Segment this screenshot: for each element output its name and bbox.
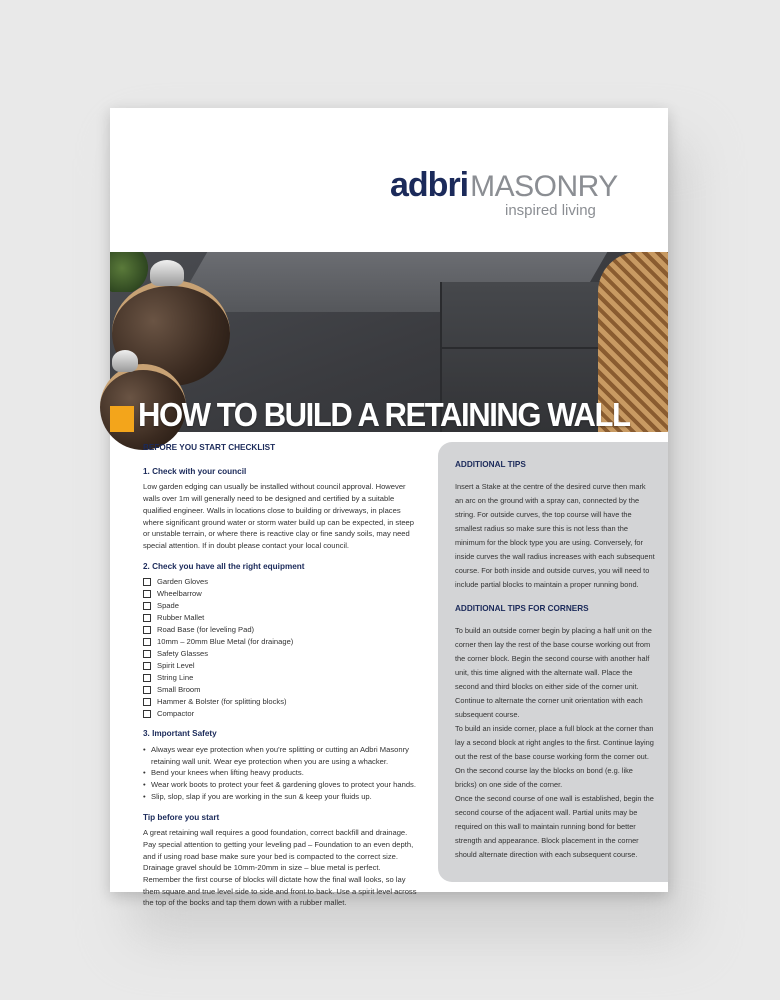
checklist-item: Safety Glasses: [143, 648, 419, 660]
list-item: • Slip, slop, slap if you are working in the sun & keep your fluids up.: [143, 791, 419, 803]
additional-tips-heading: ADDITIONAL TIPS: [455, 460, 526, 469]
checklist-item: Compactor: [143, 708, 419, 720]
list-item: • Wear work boots to protect your feet & gardening gloves to protect your hands.: [143, 779, 419, 791]
logo-brand-name: adbri: [390, 166, 469, 204]
council-heading: 1. Check with your council: [143, 466, 247, 476]
checkbox-icon: [143, 662, 151, 670]
checklist-item: Spade: [143, 600, 419, 612]
checklist-item: Hammer & Bolster (for splitting blocks): [143, 696, 419, 708]
checklist-item: Spirit Level: [143, 660, 419, 672]
checklist-heading: BEFORE YOU START CHECKLIST: [143, 443, 276, 452]
list-item: • Always wear eye protection when you’re splitting or cutting an Adbri Masonry retaining wall unit. Wear eye protection when you are using a whacker.: [143, 744, 419, 767]
corner-tips-heading: ADDITIONAL TIPS FOR CORNERS: [455, 604, 589, 613]
checkbox-icon: [143, 638, 151, 646]
left-column: [143, 442, 419, 918]
checkbox-icon: [143, 578, 151, 586]
checkbox-icon: [143, 650, 151, 658]
right-column: [455, 458, 655, 862]
checklist-item: Wheelbarrow: [143, 588, 419, 600]
logo-brand-suffix: MASONRY: [470, 170, 618, 203]
equipment-checklist: [143, 576, 419, 720]
safety-list: [143, 744, 419, 803]
checkbox-icon: [143, 602, 151, 610]
document-page: [110, 108, 668, 908]
checkbox-icon: [143, 626, 151, 634]
checkbox-icon: [143, 674, 151, 682]
tip-text: A great retaining wall requires a good foundation, correct backfill and drainage. Pay special attention to getting your leveling pad – Foundation to an even depth, and if using road base make sure your bed is compacted to the correct size. Drainage gravel should be 10mm-20mm in size – blue metal is perfect. Remember the first course of blocks will dictate how the final wall looks, so lay them square and true level side to side and front to back. Use a spirit level across the top of the bocks and tap them down with a rubber mallet.: [143, 828, 417, 908]
checklist-item: 10mm – 20mm Blue Metal (for drainage): [143, 636, 419, 648]
checklist-item: String Line: [143, 672, 419, 684]
safety-heading: 3. Important Safety: [143, 729, 217, 739]
inside-corner-text: To build an inside corner, place a full block at the corner than lay a second block at right angles to the first. Continue laying out the rest of the base course working form the corner out. On the second course lay the blocks on bond (e.g. like bricks) on one side of the corner.: [455, 724, 654, 789]
brand-logo: [390, 166, 618, 205]
checkbox-icon: [143, 686, 151, 694]
pot-lid-icon: [112, 350, 138, 372]
checkbox-icon: [143, 710, 151, 718]
checkbox-icon: [143, 698, 151, 706]
outside-corner-text: To build an outside corner begin by placing a half unit on the corner then lay the rest of the base course working out from the corner block. Begin the second course with another half unit, this time aligned with the alternate wall. Place the second and third blocks on either side of the corner unit. Continue to alternate the corner unit orientation with each subsequent course.: [455, 626, 652, 719]
checklist-item: Garden Gloves: [143, 576, 419, 588]
tip-heading: Tip before you start: [143, 812, 220, 822]
page-title: HOW TO BUILD A RETAINING WALL: [138, 396, 630, 433]
list-item: • Bend your knees when lifting heavy products.: [143, 767, 419, 779]
council-text: Low garden edging can usually be installed without council approval. However walls over 1m will generally need to be designed and certified by a suitable qualified engineer. Walls in locations close to building or driveways, in places where significant ground water or storm water build up can be expected, in steep or unstable terrain, or where there is reactive clay or fine sandy soils, may need special attention. If in doubt please contact your local council.: [143, 482, 414, 550]
checklist-item: Road Base (for leveling Pad): [143, 624, 419, 636]
checkbox-icon: [143, 614, 151, 622]
checklist-item: Rubber Mallet: [143, 612, 419, 624]
checklist-item: Small Broom: [143, 684, 419, 696]
additional-tips-text: Insert a Stake at the centre of the desired curve then mark an arc on the ground with a spray can, connected by the string. For outside curves, the top course will have the smallest radius so make sure this is not less than the minimum for the block type you are using. Conversely, for inside curves the wall radius increases with each subsequent course. For both inside and outside curves, you will need to include partial blocks to maintain a proper running bond.: [455, 482, 655, 589]
pot-lid-icon: [150, 260, 184, 286]
title-accent-bar: [110, 406, 134, 432]
brand-tagline: inspired living: [505, 202, 596, 219]
equipment-heading: 2. Check you have all the right equipment: [143, 561, 305, 571]
second-course-text: Once the second course of one wall is established, begin the second course of the adjacent wall. Partial units may be required on this wall to maintain running bond for better strength and appearance. Block placement in the corner should alternate direction with each subsequent course.: [455, 794, 654, 859]
checkbox-icon: [143, 590, 151, 598]
